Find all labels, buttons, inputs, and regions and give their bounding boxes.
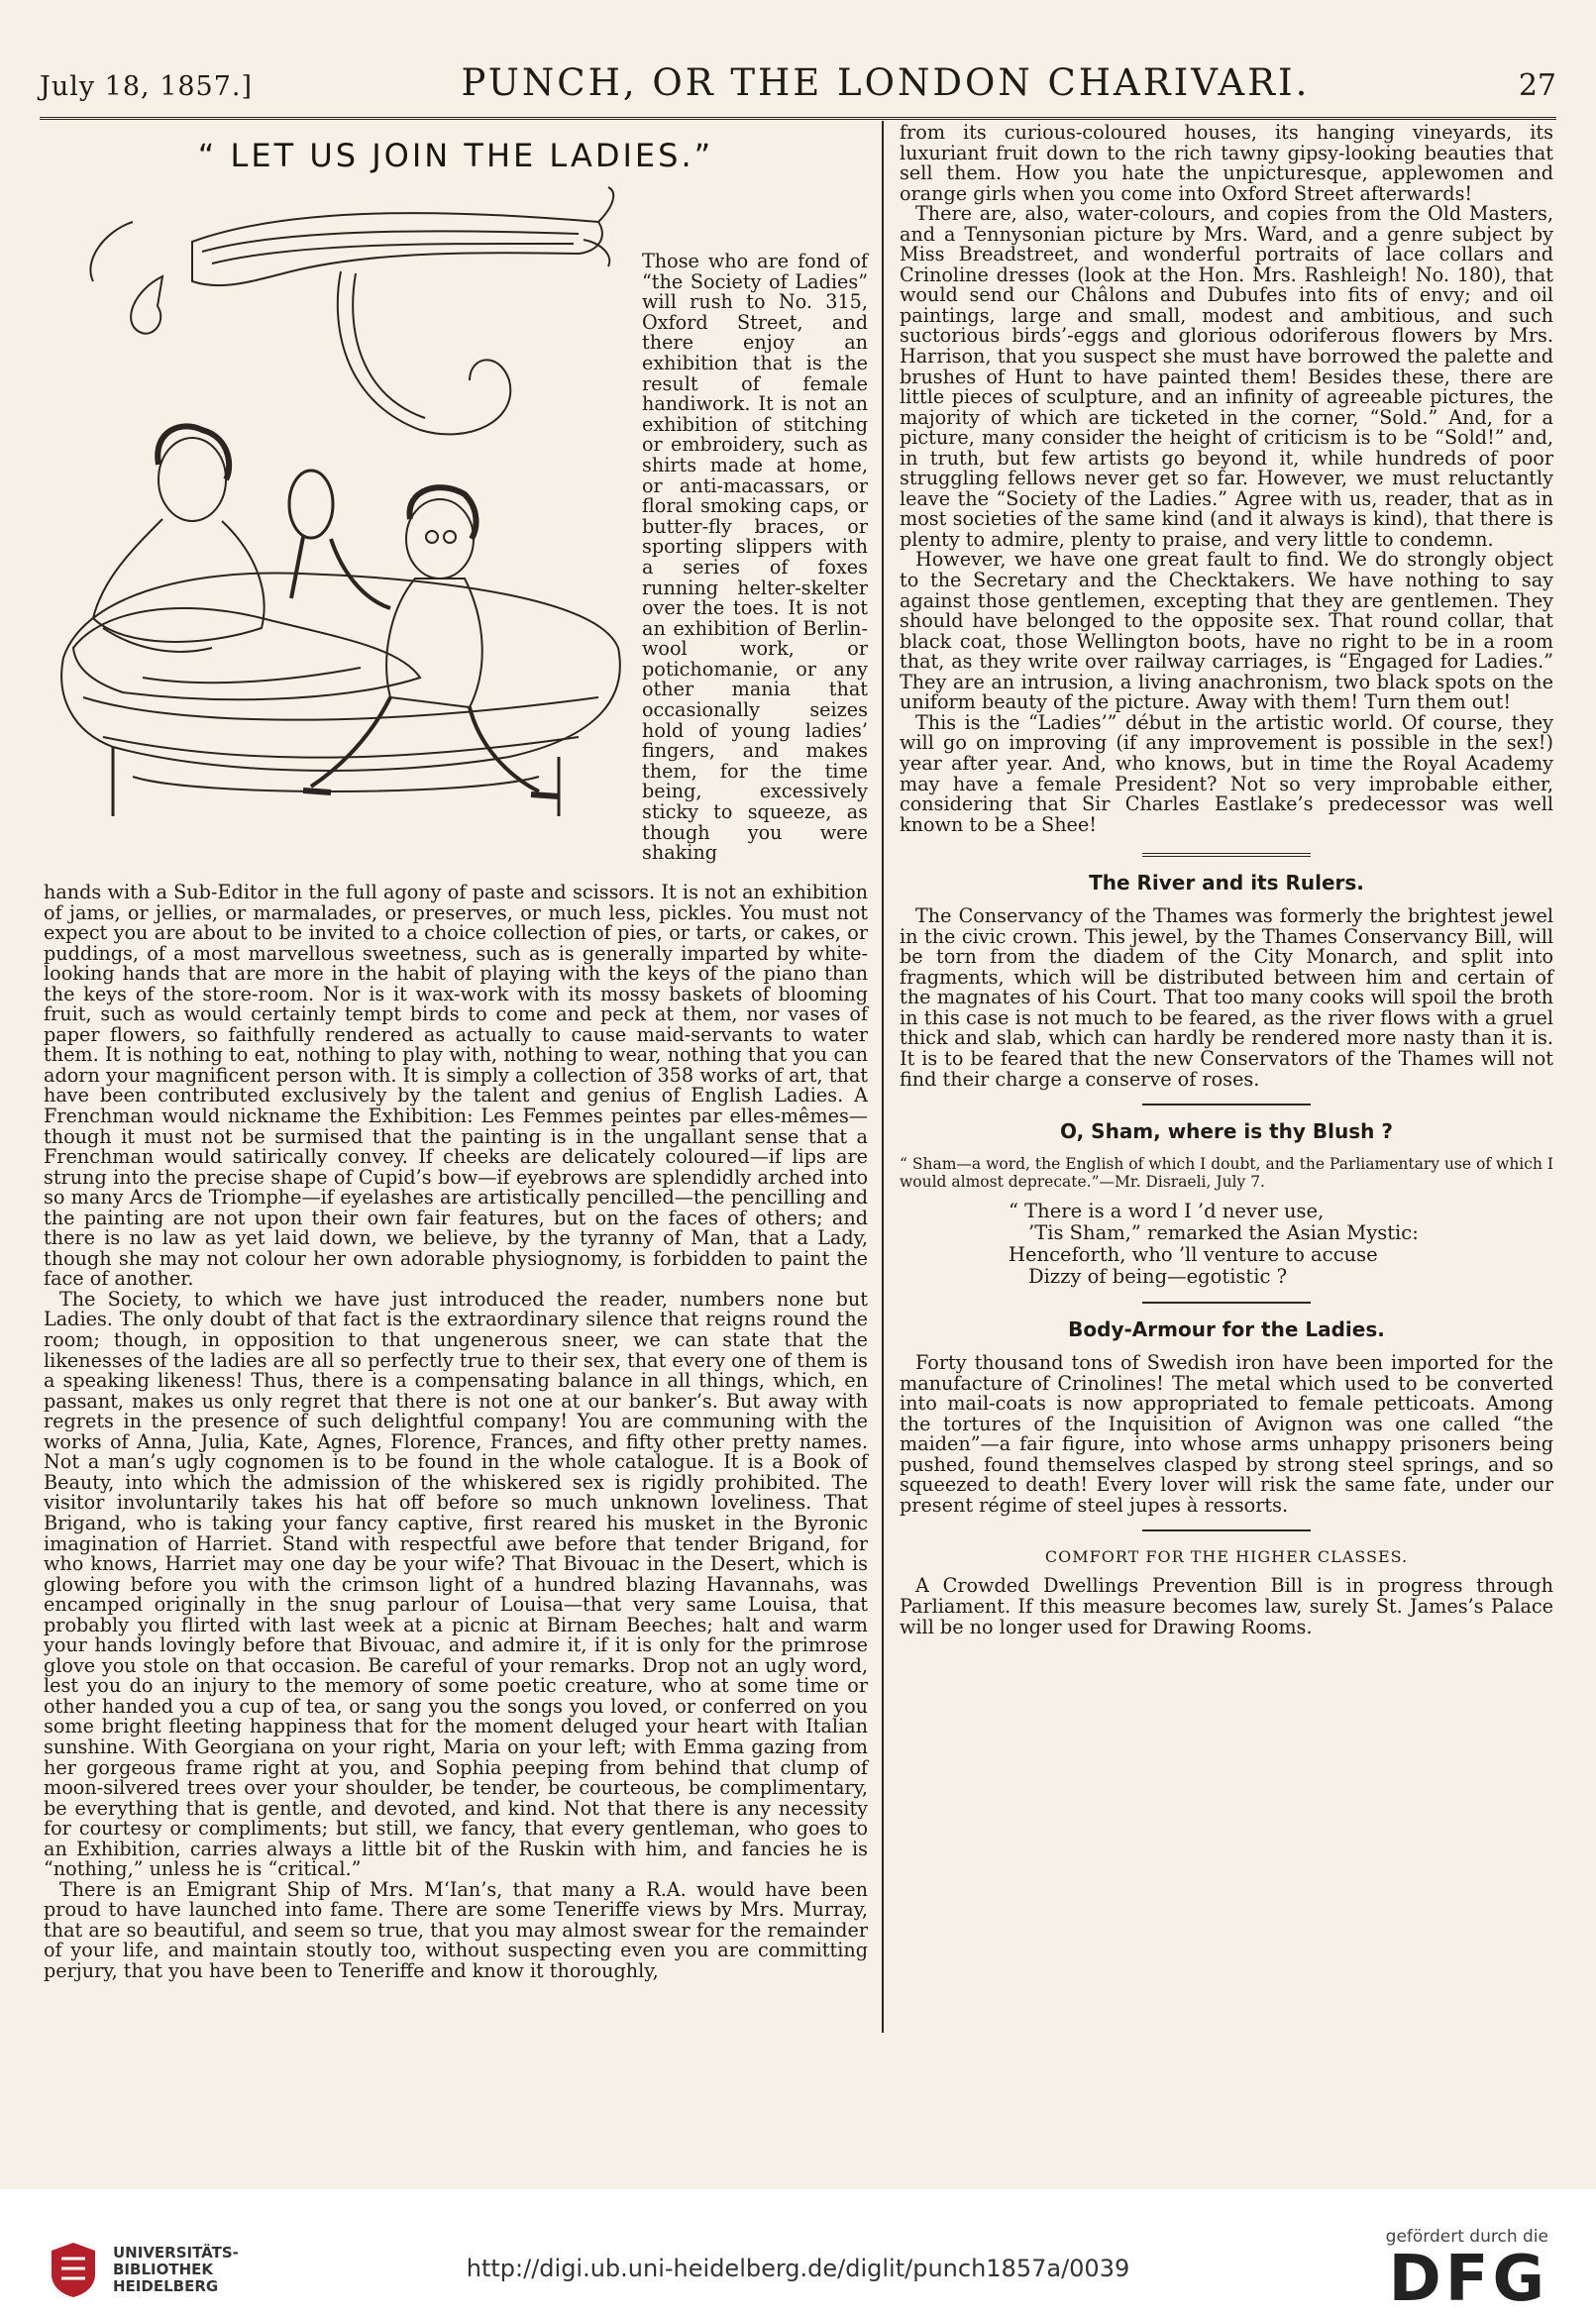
section-divider [1142, 1529, 1311, 1531]
masthead-title: PUNCH, OR THE LONDON CHARIVARI. [461, 61, 1311, 104]
article-paragraph: The Conservancy of the Thames was formerly the brightest jewel in the civic crown. This jewel, by the Thames Conservancy Bill, will be torn from the diadem of the City Monarch, and split into fragments, which will be distributed between him and certain of the magnates of his Court. That too many cooks will spoil the broth in this case is not much to be feared, as the river flows with a gruel thick and slab, which can hardly be rendered more nasty than it is. It is to be feared that the new Conservators of the Thames will not find their charge a conserve of roses. [900, 904, 1553, 1091]
article-title: “ LET US JOIN THE LADIES.” [197, 137, 714, 174]
article-paragraph: However, we have one great fault to find. We do strongly object to the Secretary and the Checktakers. We have nothing to say against those gentlemen, excepting that they are gentlemen. They should have belonged to the opposite sex. That round collar, that black coat, those Wellington boots, have no right to be in a room that, as they write over railway carriages, is “Engaged for Ladies.” They are an intrusion, a living anachronism, two black spots on the uniform beauty of the picture. Away with them! Turn them out! [900, 548, 1553, 714]
footer-bar [0, 2189, 1596, 2316]
article-paragraph: Forty thousand tons of Swedish iron have been imported for the manufacture of Crinolines! The metal which used to be converted into mail-coats is now appropriated to female petticoats. Among the tortures of the Inquisition of Avignon was one called “the maiden”—a fair figure, into whose arms unhappy prisoners being pushed, found themselves clasped by strong steel springs, and so squeezed to death! Every lover will risk the same fate, under our present régime of steel jupes à ressorts. [900, 1351, 1553, 1517]
verse-line: Henceforth, who ’ll venture to accuse [1009, 1243, 1378, 1267]
illustration-row [44, 182, 868, 883]
dfg-logo[interactable]: DFG [1388, 2243, 1548, 2316]
article-paragraph: A Crowded Dwellings Prevention Bill is in progress through Parliament. If this measure becomes law, surely St. James’s Palace will be no longer used for Drawing Rooms. [900, 1574, 1553, 1638]
verse-line: ’Tis Sham,” remarked the Asian Mystic: [1028, 1221, 1419, 1245]
section-divider [1142, 853, 1311, 857]
library-name: UNIVERSITÄTS- BIBLIOTHEK HEIDELBERG [113, 2243, 239, 2295]
funder-block [1385, 2227, 1548, 2316]
left-column [44, 125, 868, 1982]
verse-line: Dizzy of being—egotistic ? [1028, 1265, 1288, 1289]
funder-label: gefördert durch die [1385, 2227, 1548, 2247]
issue-date: July 18, 1857.] [40, 71, 254, 102]
article-paragraph: from its curious-coloured houses, its hanging vineyards, its luxuriant fruit down to the rich tawny gipsy-looking beauties that sell them. How you hate the unpicturesque, applewomen and orange girls when you come into Oxford Street afterwards! [900, 121, 1553, 205]
page-header [40, 61, 1556, 120]
source-url-link[interactable]: http://digi.ub.uni-heidelberg.de/diglit/punch1857a/0039 [466, 2255, 1130, 2282]
engraving-illustration [44, 182, 636, 836]
illustration-wrap-text: Those who are fond of “the Society of Ladies” will rush to No. 315, Oxford Street, and there enjoy an exhibition that is the result of female handiwork. It is not an exhibition of stitching or embroidery, such as shirts made at home, or anti-macassars, or floral smoking caps, or butter-fly braces, or sporting slippers with a series of foxes running helter-skelter over the toes. It is not an exhibition of Berlin-wool work, or potichomanie, or any other mania that occasionally seizes hold of young ladies’ fingers, and makes them, for the time being, excessively sticky to squeeze, as though you were shaking [642, 250, 868, 865]
page-number: 27 [1518, 68, 1556, 103]
lady-and-gentleman-engraving [44, 182, 636, 836]
column-divider [882, 121, 884, 2033]
epigraph-quote: “ Sham—a word, the English of which I doubt, and the Parliamentary use of which I would almost deprecate.”—Mr. Disraeli, July 7. [900, 1155, 1553, 1192]
section-title: Body-Armour for the Ladies. [1068, 1317, 1385, 1342]
article-paragraph: There are, also, water-colours, and copies from the Old Masters, and a Tennysonian picture by Mrs. Ward, and a genre subject by Miss Breadstreet, and wonderful portraits of lace collars and Crinoline dresses (look at the Hon. Mrs. Rashleigh! No. 180), that would send our Châlons and Dubufes into fits of envy; and oil paintings, large and small, modest and ambitious, and such suctorious birds’-eggs and glorious odoriferous flowers by Mrs. Harrison, that you suspect she must have borrowed the palette and brushes of Hunt to have painted them! Besides these, there are little pieces of sculpture, and an infinity of agreeable pictures, the majority of which are ticketed in the corner, “Sold.” And, for a picture, many consider the height of criticism is to be “Sold!” and, in truth, but few artists go beyond it, while hundreds of poor struggling fellows never get so far. However, we must reluctantly leave the “Society of the Ladies.” Agree with us, reader, that as in most societies of the same kind (and it always is kind), that there is plenty to admire, plenty to praise, and very little to condemn. [900, 202, 1553, 551]
article-paragraph: This is the “Ladies’” début in the artistic world. Of course, they will go on improving (if any improvement is possible in the sex!) year after year. And, who knows, but in time the Royal Academy may have a female President? Not so very improbable either, considering that Sir Charles Eastlake’s predecessor was well known to be a Shee! [900, 710, 1553, 836]
right-column [900, 123, 1553, 1637]
section-title: O, Sham, where is thy Blush ? [1060, 1119, 1393, 1144]
section-title: COMFORT FOR THE HIGHER CLASSES. [1044, 1547, 1409, 1567]
section-title: The River and its Rulers. [1089, 871, 1364, 895]
article-paragraph: hands with a Sub-Editor in the full agony of paste and scissors. It is not an exhibition of jams, or jellies, or marmalades, or preserves, or much less, pickles. You must not expect you are about to be invited to a choice collection of pies, or tarts, or cakes, or puddings, of a most marvellous sweetness, such as is generally imparted by white-looking hands that are more in the habit of playing with the keys of the piano than the keys of the store-room. Nor is it wax-work with its mossy baskets of blooming fruit, such as would certainly tempt birds to come and peck at them, nor vases of paper flowers, so faithfully rendered as actually to cause maid-servants to water them. It is nothing to eat, nothing to play with, nothing to wear, nothing that you can adorn your magnificent person with. It is simply a collection of 358 works of art, that have been contributed exclusively by the talent and genius of English Ladies. A Frenchman would nickname the Exhibition: Les Femmes peintes par elles-mêmes—though it must not be surmised that the painting is in the ungallant sense that a Frenchman would satirically convey. If cheeks are delicately coloured—if lips are strung into the precise shape of Cupid’s bow—if eyebrows are splendidly arched into so many Arcs de Triomphe—if eyelashes are artistically pencilled—the pencilling and the painting are not upon their own fair features, but on the faces of others; and there is no law as yet laid down, we believe, by the tyranny of Man, that a Lady, though she may not colour her own adorable physiognomy, is forbidden to paint the face of another. [44, 881, 868, 1291]
article-paragraph: There is an Emigrant Ship of Mrs. M‘Ian’s, that many a R.A. would have been proud to have launched into fame. There are some Teneriffe views by Mrs. Murray, that are so beautiful, and seem so true, that you may almost swear for the remainder of your life, and maintain stoutly too, without suspecting even you are committing perjury, that you have been to Teneriffe and know it thoroughly, [44, 1877, 868, 1982]
section-divider [1142, 1302, 1311, 1304]
section-divider [1142, 1104, 1311, 1105]
verse-block [900, 1201, 1553, 1288]
article-paragraph: The Society, to which we have just introduced the reader, numbers none but Ladies. The only doubt of that fact is the extraordinary silence that reigns round the room; though, in opposition to that ungenerous sneer, we can state that the likenesses of the ladies are all so perfectly true to their sex, that every one of them is a speaking likeness! Thus, there is a compensating balance in all things, which, en passant, makes us only regret that there is not one at our banker’s. But away with regrets in the presence of such delightful company! You are communing with the works of Anna, Julia, Kate, Agnes, Florence, Frances, and fifty other pretty names. Not a man’s ugly cognomen is to be found in the whole catalogue. It is a Book of Beauty, into which the admission of the whiskered sex is rigidly prohibited. The visitor involuntarily takes his hat off before so much unknown loveliness. That Brigand, who is taking your fancy captive, first reared his musket in the Byronic imagination of Harriet. Stand with respectful awe before that tender Brigand, for who knows, Harriet may one day be your wife? That Bivouac in the Desert, which is glowing before you with the crimson light of a hundred blazing Havannahs, was encamped originally in the snug parlour of Louisa—that very same Louisa, that probably you flirted with last week at a picnic at Birnam Beeches; halt and warm your hands lovingly before that Bivouac, and admire it, if it is only for the primrose glove you stole on that occasion. Be careful of your remarks. Drop not an ugly word, lest you do an injury to the memory of some poetic creature, who at some time or other handed you a cup of tea, or sang you the songs you loved, or conferred on you some bright fleeting happiness that for the moment deluged your heart with Italian sunshine. With Georgiana on your right, Maria on your left; with Emma gazing from her gorgeous frame right at you, and Sophia peeping from behind that clump of moon-silvered trees over your shoulder, be tender, be courteous, be complimentary, be everything that is gentle, and devoted, and kind. Not that there is any necessity for courtesy or compliments; but still, we fancy, that every gentleman, who goes to an Exhibition, carries always a little bit of the Ruskin with him, and fancies he is “nothing,” unless he is “critical.” [44, 1287, 868, 1881]
verse-line: “ There is a word I ’d never use, [1009, 1200, 1325, 1223]
